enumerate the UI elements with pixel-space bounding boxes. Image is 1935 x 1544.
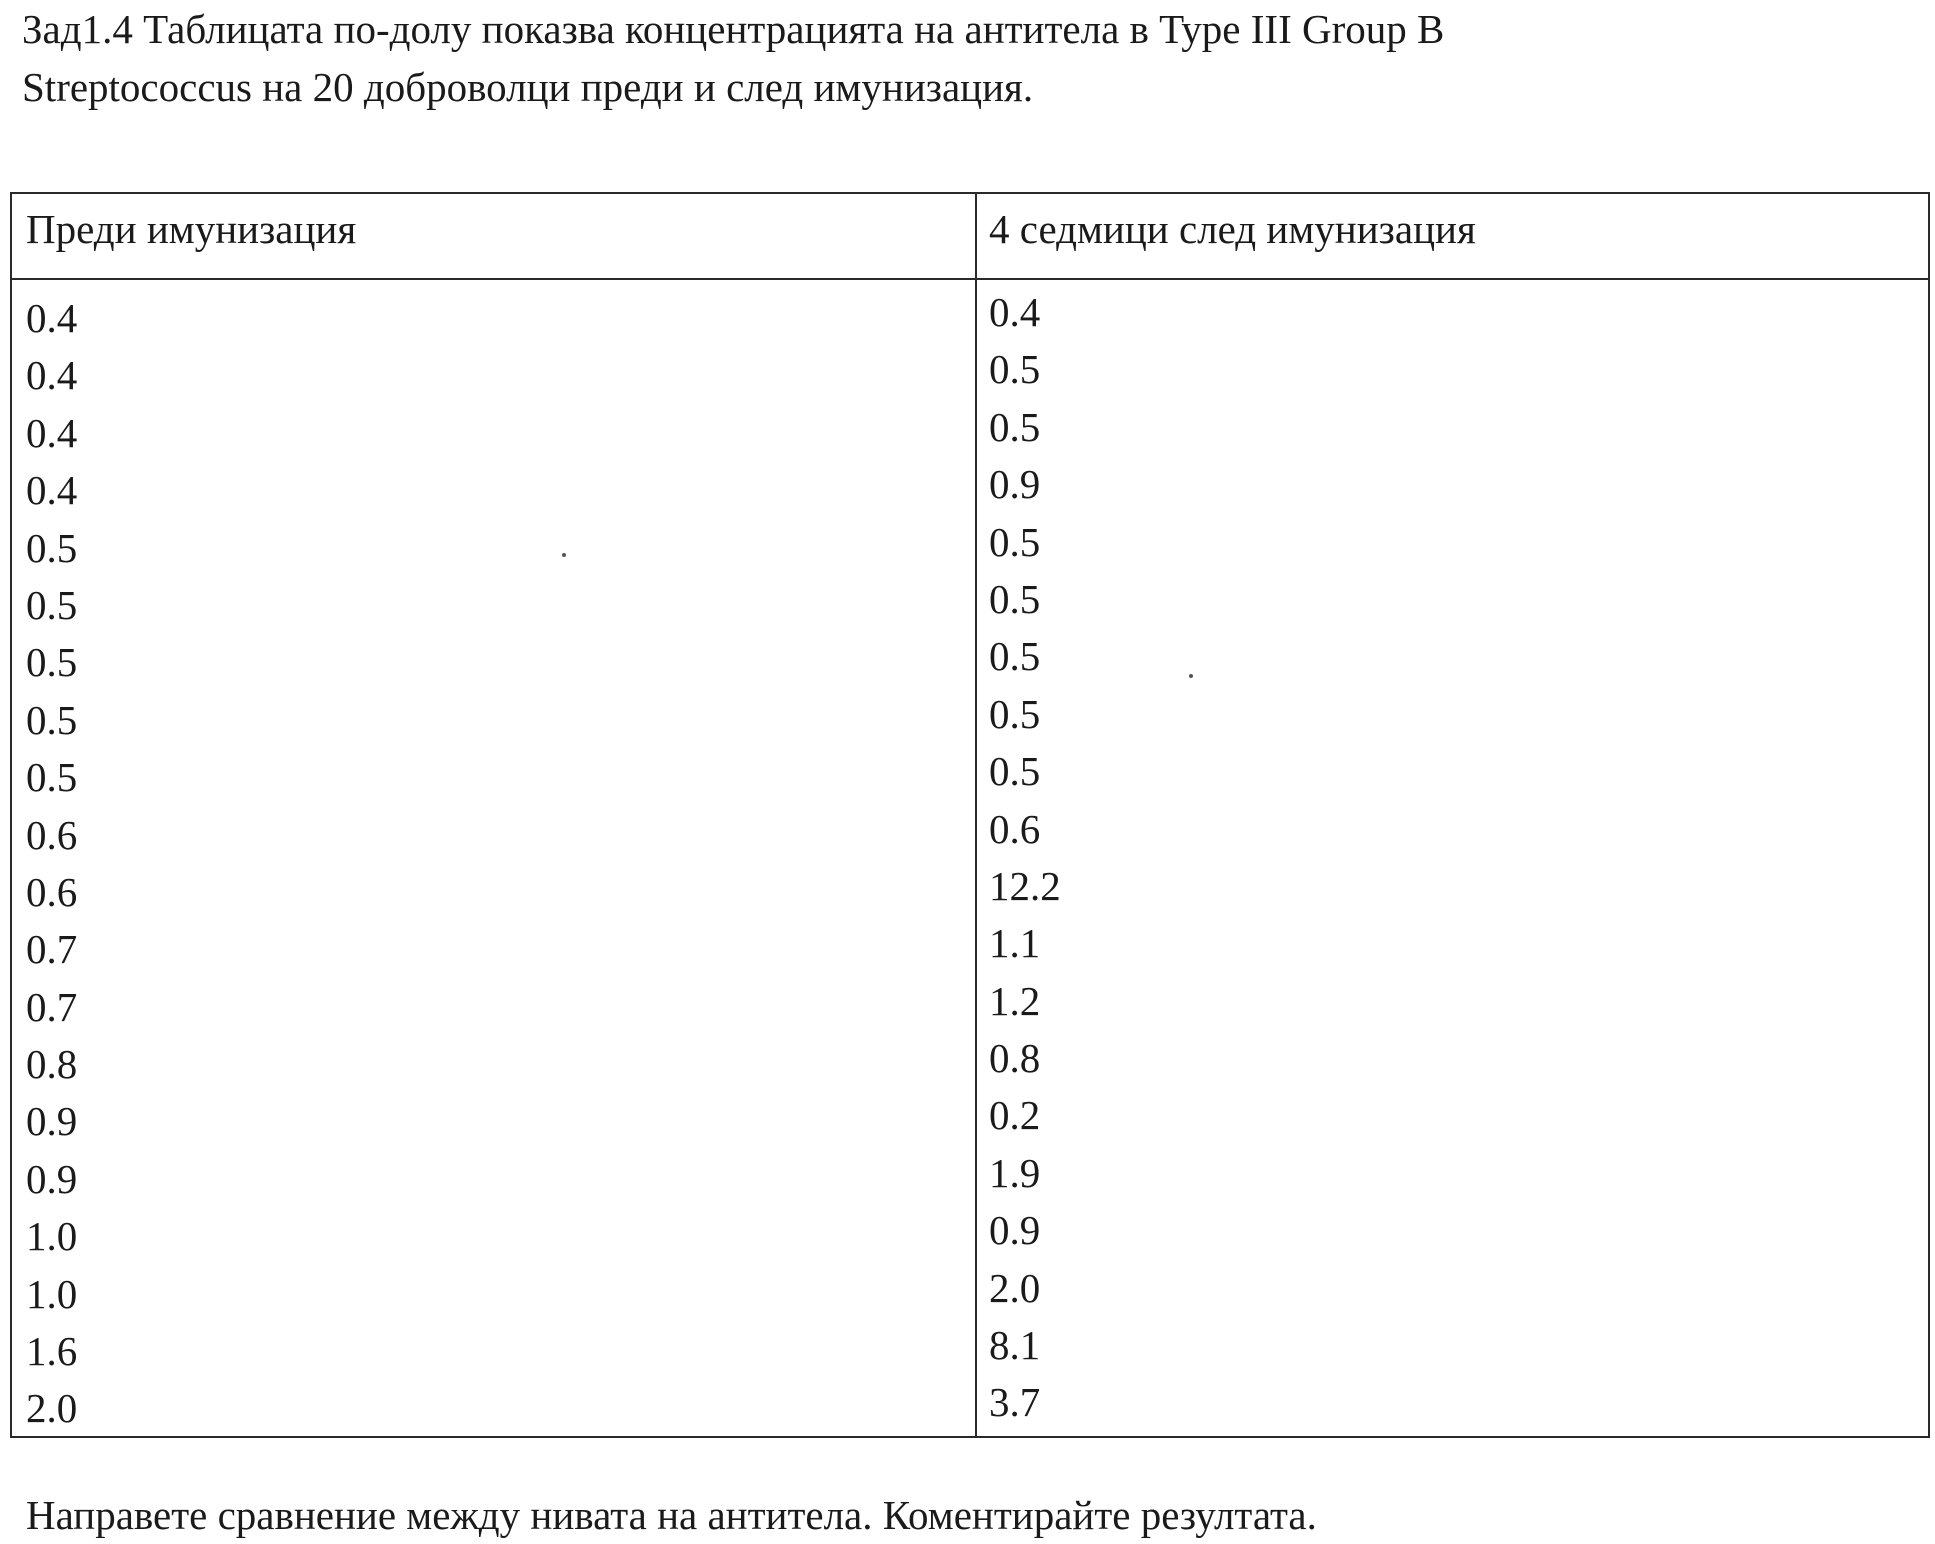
before-cell: 0.4	[26, 409, 78, 456]
after-cell: 1.1	[989, 920, 1041, 967]
after-cell: 0.4	[989, 289, 1041, 335]
header-divider	[12, 278, 1928, 280]
after-cell: 8.1	[989, 1322, 1041, 1369]
before-cell: 0.7	[26, 983, 78, 1030]
before-cell: 1.6	[26, 1328, 78, 1375]
scan-speck	[1189, 674, 1193, 678]
header-after-immunization: 4 седмици след имунизация	[989, 206, 1476, 252]
before-cell: 0.5	[26, 524, 78, 571]
antibody-table	[10, 192, 1930, 1438]
after-cell: 0.5	[989, 633, 1041, 680]
before-cell: 0.6	[26, 811, 78, 858]
after-cell: 0.9	[989, 461, 1041, 508]
after-cell: 1.2	[989, 977, 1041, 1024]
before-cell: 2.0	[26, 1385, 78, 1432]
before-cell: 0.6	[26, 868, 78, 915]
after-cell: 2.0	[989, 1264, 1041, 1311]
before-cell: 0.4	[26, 467, 78, 514]
after-cell: 0.6	[989, 805, 1041, 852]
before-cell: 1.0	[26, 1270, 78, 1317]
before-cell: 0.7	[26, 926, 78, 973]
before-cell: 0.9	[26, 1155, 78, 1202]
task-description-line-2: Streptococcus на 20 доброволци преди и след имунизация.	[22, 64, 1034, 110]
after-cell: 1.9	[989, 1149, 1041, 1196]
column-divider	[975, 194, 977, 1436]
after-cell: 0.5	[989, 748, 1041, 795]
after-cell: 0.8	[989, 1035, 1041, 1082]
header-before-immunization: Преди имунизация	[26, 206, 357, 252]
scan-speck	[562, 553, 566, 557]
before-cell: 0.4	[26, 352, 78, 399]
column-before-values	[26, 290, 77, 1438]
after-cell: 0.2	[989, 1092, 1041, 1139]
before-cell: 0.5	[26, 754, 78, 801]
before-cell: 0.5	[26, 639, 78, 686]
after-cell: 0.5	[989, 690, 1041, 737]
after-cell: 3.7	[989, 1379, 1041, 1426]
column-after-values	[989, 284, 1061, 1432]
task-description-line-1: Зад1.4 Таблицата по-долу показва концентрацията на антитела в Type III Group B	[22, 6, 1445, 52]
before-cell: 0.8	[26, 1041, 78, 1088]
before-cell: 0.4	[26, 295, 78, 341]
before-cell: 0.9	[26, 1098, 78, 1145]
task-instruction: Направете сравнение между нивата на антитела. Коментирайте резултата.	[26, 1492, 1317, 1538]
after-cell: 0.5	[989, 346, 1041, 393]
task-description	[22, 0, 1902, 116]
before-cell: 0.5	[26, 581, 78, 628]
before-cell: 1.0	[26, 1213, 78, 1260]
after-cell: 0.5	[989, 518, 1041, 565]
before-cell: 0.5	[26, 696, 78, 743]
after-cell: 12.2	[989, 862, 1061, 909]
after-cell: 0.5	[989, 575, 1041, 622]
after-cell: 0.9	[989, 1207, 1041, 1254]
after-cell: 0.5	[989, 403, 1041, 450]
